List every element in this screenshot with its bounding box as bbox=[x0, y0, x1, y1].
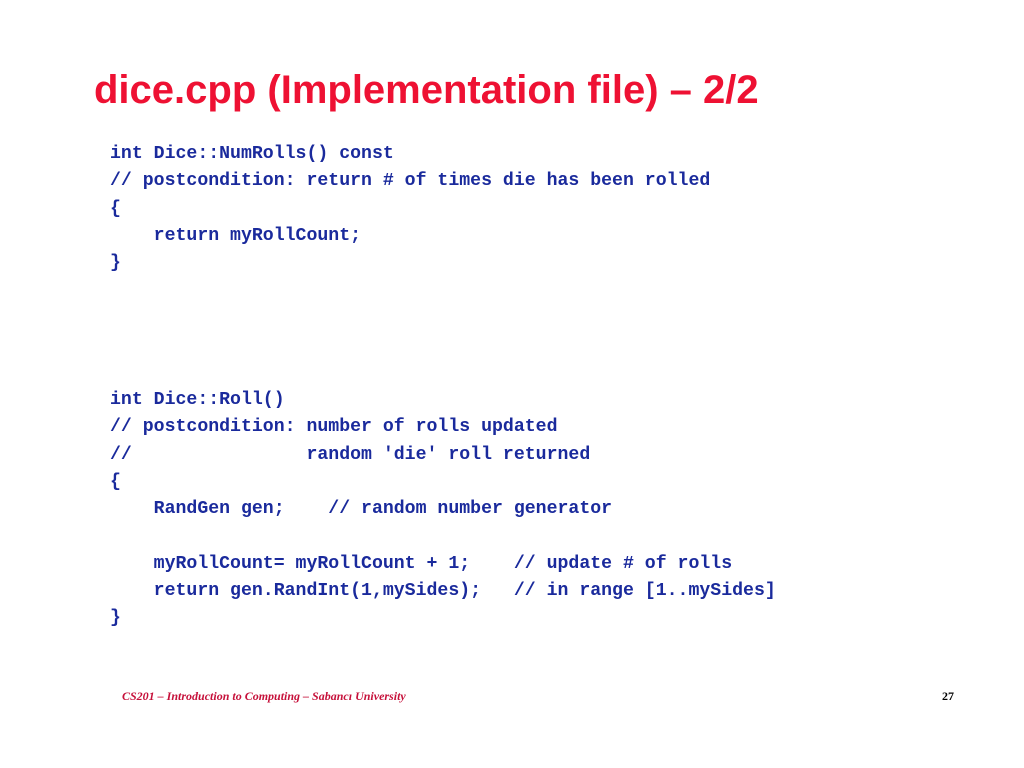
page-number: 27 bbox=[942, 689, 954, 703]
code-line: // postcondition: number of rolls updated bbox=[110, 417, 558, 438]
code-line: } bbox=[110, 253, 121, 274]
code-line: { bbox=[110, 471, 121, 492]
code-line: { bbox=[110, 198, 121, 219]
code-line: int Dice::NumRolls() const bbox=[110, 144, 394, 164]
code-line-blank bbox=[110, 523, 776, 550]
code-line: } bbox=[110, 608, 121, 629]
code-line: int Dice::Roll() bbox=[110, 390, 285, 410]
code-line: RandGen gen; // random number generator bbox=[110, 499, 613, 520]
slide-footer: CS201 – Introduction to Computing – Sabancı University bbox=[122, 689, 406, 703]
code-line: return myRollCount; bbox=[110, 225, 362, 246]
code-line: return gen.RandInt(1,mySides); // in range [1..mySides] bbox=[110, 581, 776, 602]
code-line: // random 'die' roll returned bbox=[110, 444, 591, 465]
code-line: myRollCount= myRollCount + 1; // update # of rolls bbox=[110, 553, 733, 574]
slide-title: dice.cpp (Implementation file) – 2/2 bbox=[94, 68, 759, 112]
code-block-roll bbox=[110, 387, 776, 633]
code-line: // postcondition: return # of times die has been rolled bbox=[110, 171, 711, 192]
code-block-numrolls bbox=[110, 141, 710, 277]
